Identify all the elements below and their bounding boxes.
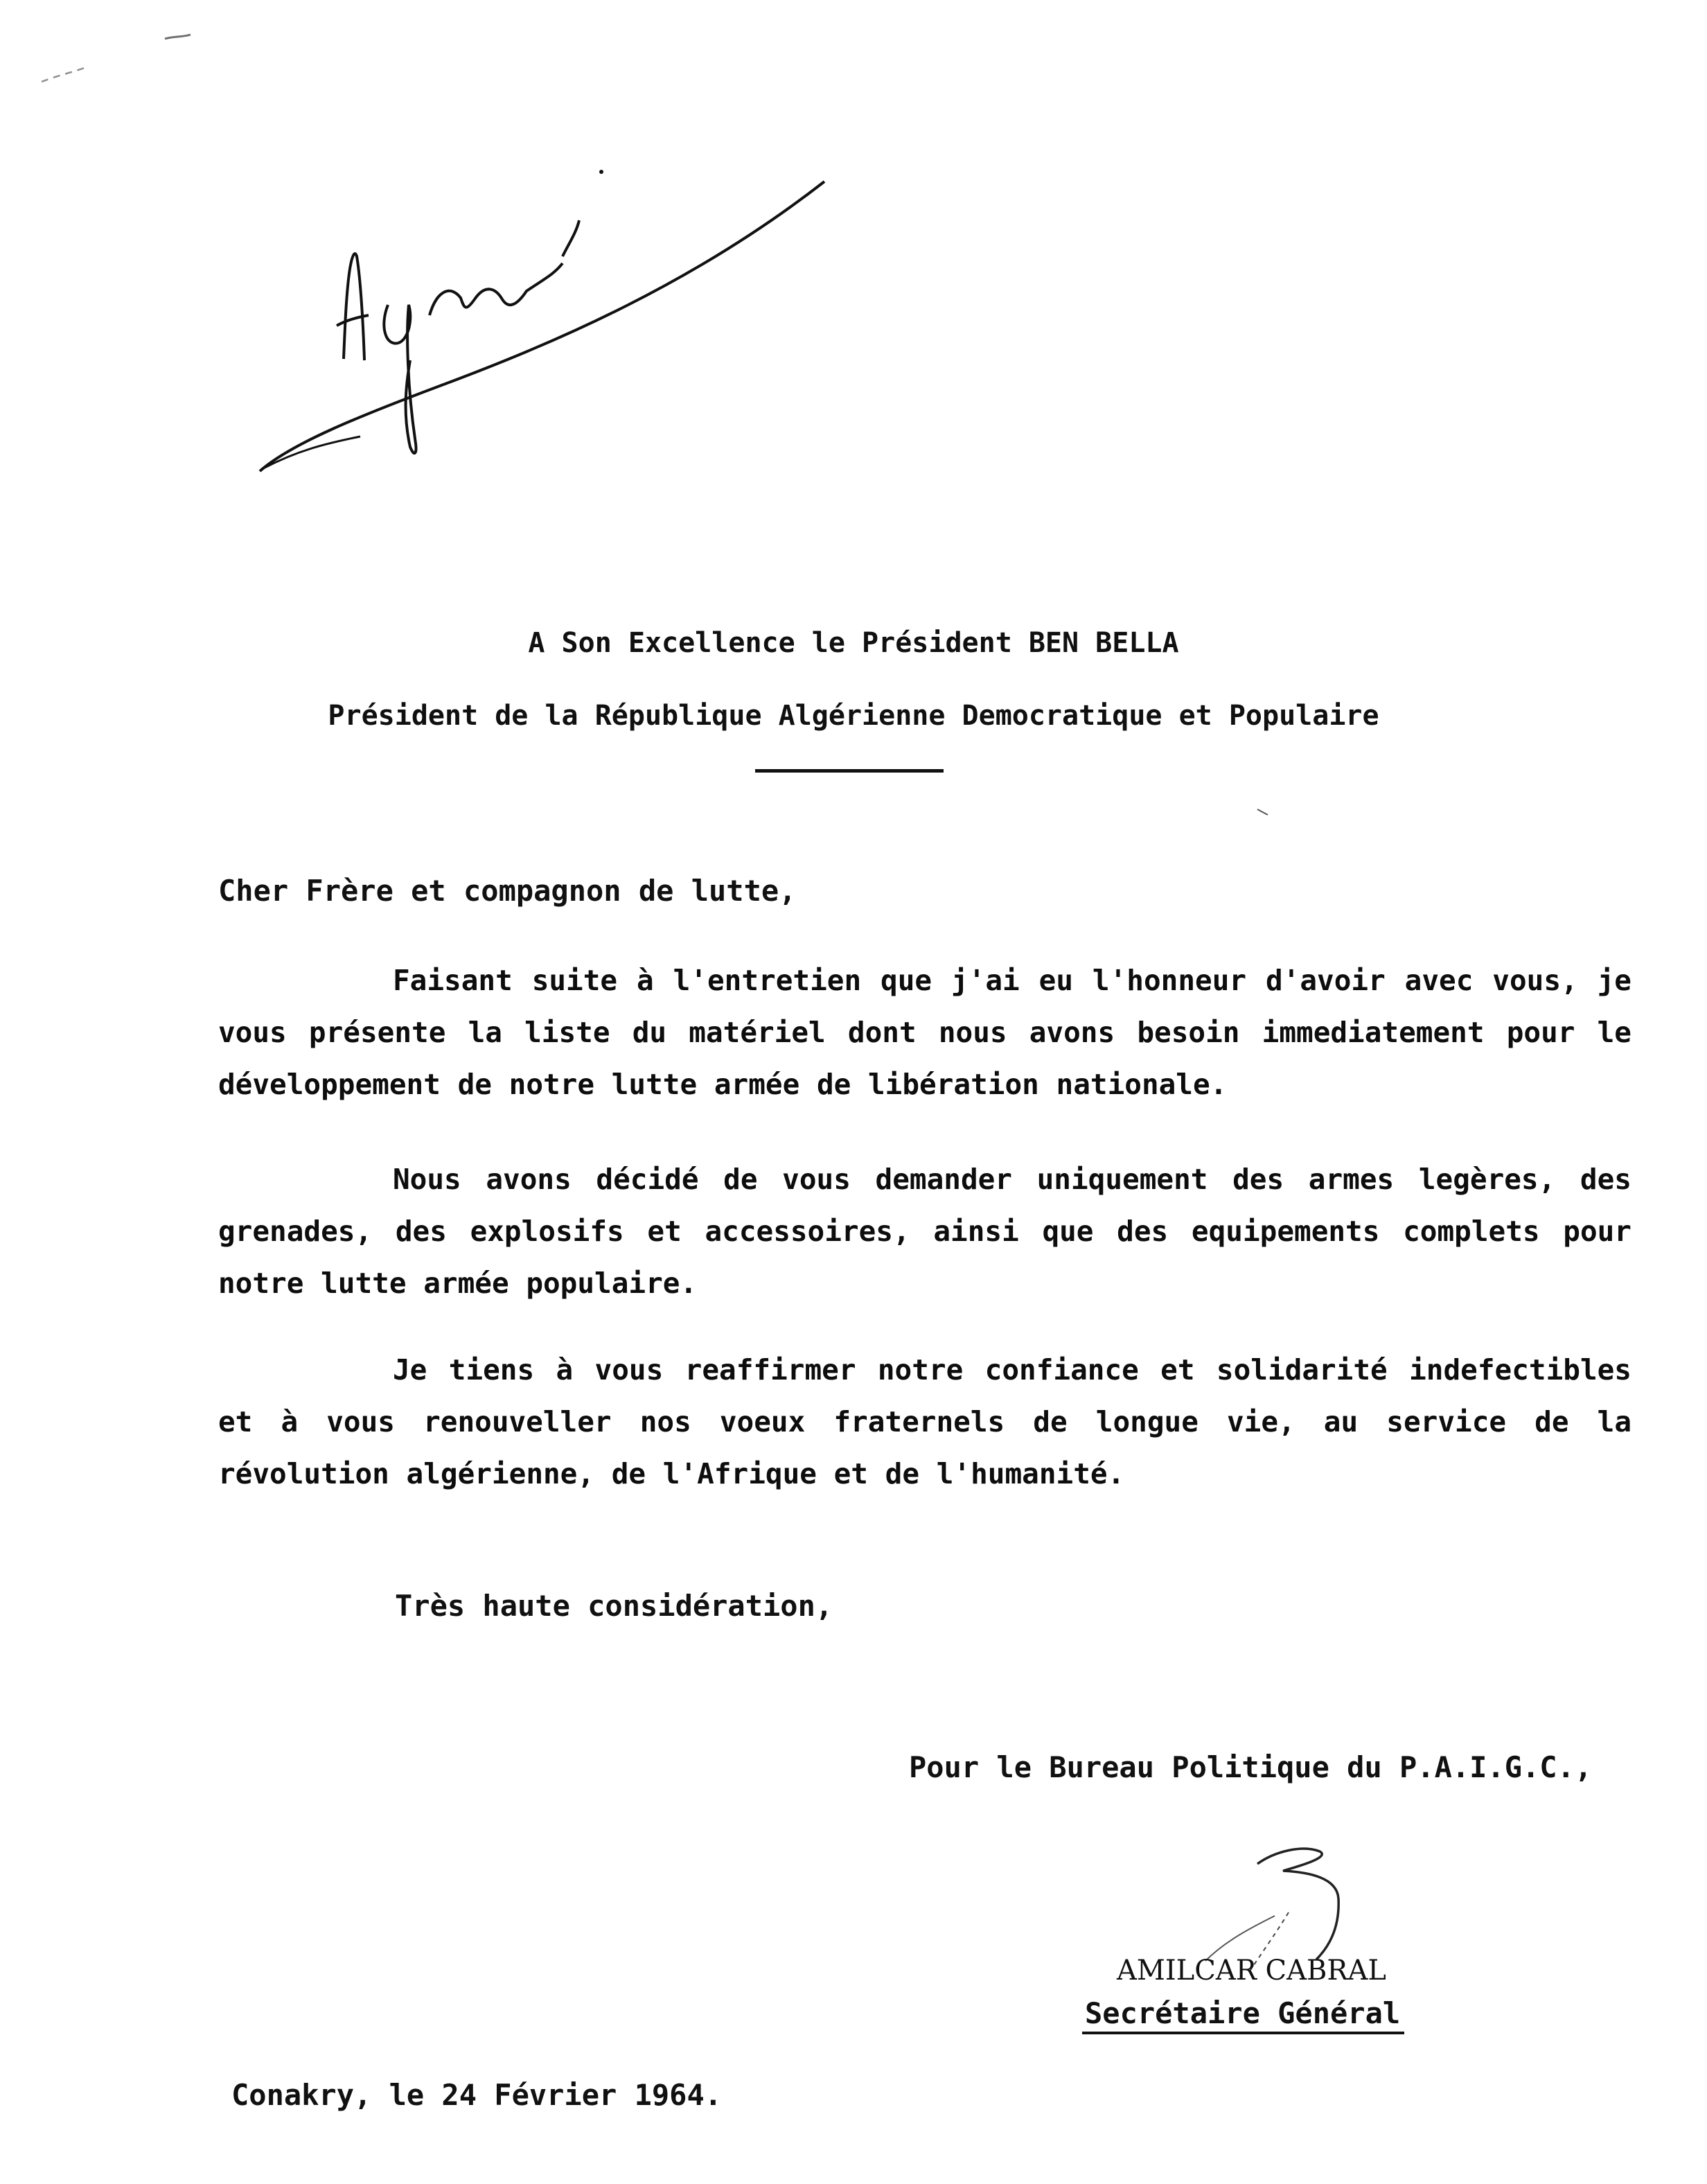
paragraph-3 (218, 1344, 1631, 1500)
paragraph-2 (218, 1154, 1631, 1310)
paragraph-1 (218, 955, 1631, 1111)
addressee-title: Président de la République Algérienne Democratique et Populaire (328, 700, 1379, 732)
divider-rule (755, 769, 944, 773)
paragraph-2-text: Nous avons décidé de vous demander uniquement des armes legères, des grenades, des explosifs et accessoires, ainsi que des equipements complets pour notre lutte armée populaire. (218, 1163, 1631, 1300)
salutation: Cher Frère et compagnon de lutte, (218, 874, 797, 908)
signatory-title-underline (1082, 2032, 1404, 2034)
for-bureau-line: Pour le Bureau Politique du P.A.I.G.C., (909, 1750, 1593, 1784)
addressee-name: A Son Excellence le Président BEN BELLA (528, 627, 1179, 659)
paragraph-3-text: Je tiens à vous reaffirmer notre confiance et solidarité indefectibles et à vous renouveller nos voeux fraternels de longue vie, au service de la révolution algérienne, de l'Afrique et de l'humanité. (218, 1353, 1631, 1490)
closing-line: Très haute considération, (395, 1589, 833, 1623)
signatory-name: AMILCAR CABRAL (1117, 1955, 1386, 1987)
addressee-line-1 (0, 625, 1707, 661)
addressee-line-2 (0, 698, 1707, 734)
paragraph-1-text: Faisant suite à l'entretien que j'ai eu l'honneur d'avoir avec vous, je vous présente la liste du matériel dont nous avons besoin immediatement pour le développement de notre lutte armée de libération nationale. (218, 964, 1631, 1101)
place-date: Conakry, le 24 Février 1964. (231, 2078, 723, 2112)
signatory-title: Secrétaire Général (1085, 1996, 1401, 2030)
